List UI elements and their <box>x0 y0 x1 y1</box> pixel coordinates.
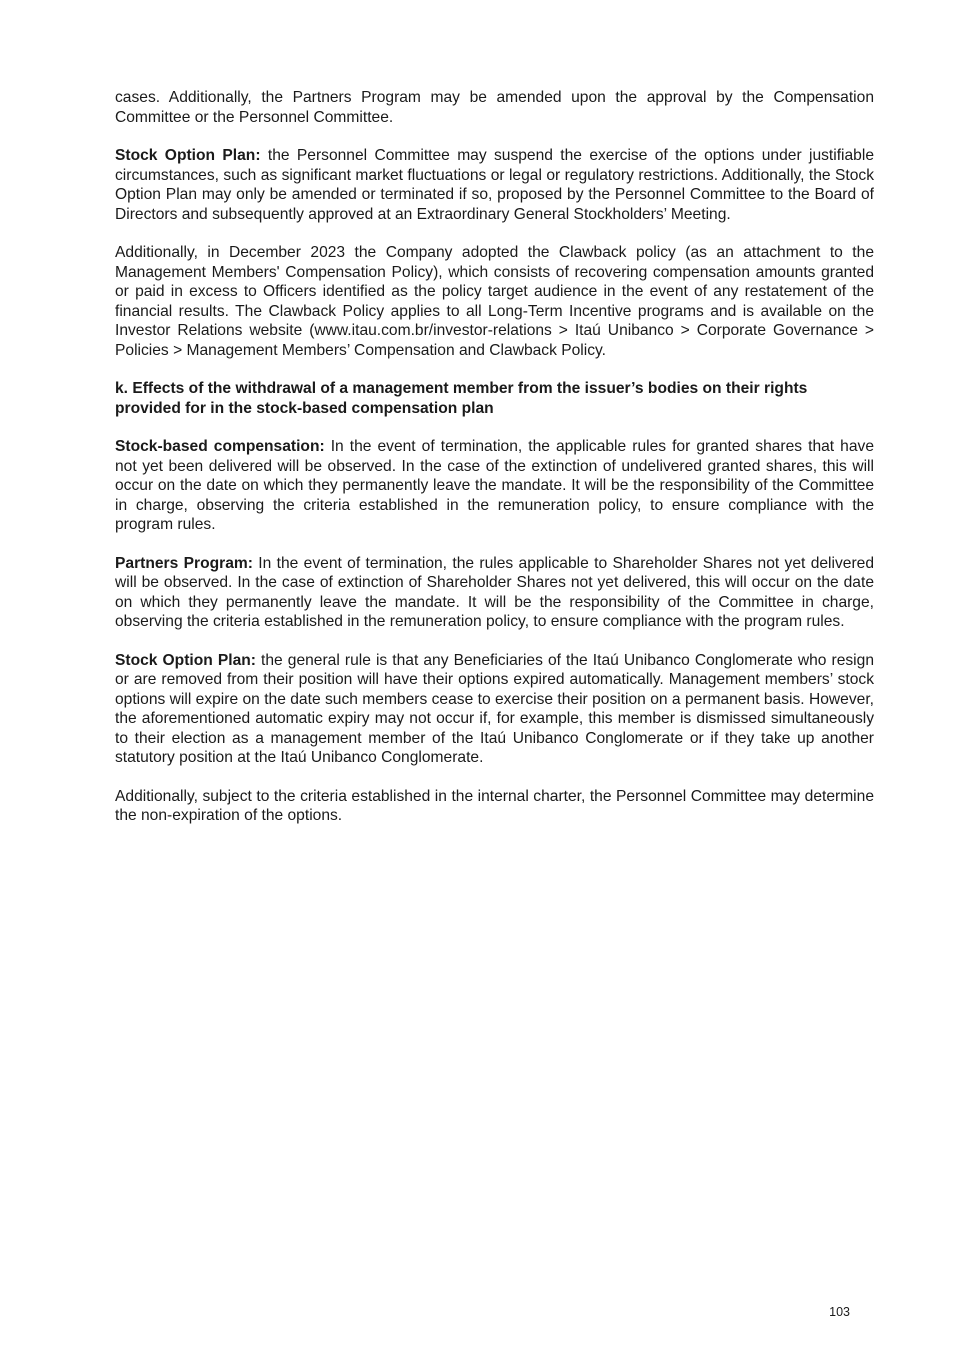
paragraph-text: In the event of termination, the applicable rules for granted shares that have not yet been delivered will be observed. In the case of the extinction of undelivered granted shares, this will occur on the date on which they permanently leave the mandate. It will be the responsibility of the Committee in charge, observing the criteria established in the remuneration policy, to ensure compliance with the program rules. <box>115 438 874 533</box>
paragraph-non-expiration <box>115 787 874 826</box>
paragraph-stock-option-plan-expiry <box>115 651 874 768</box>
page-number: 103 <box>829 1305 850 1319</box>
paragraph-stock-based-compensation <box>115 437 874 535</box>
paragraph-stock-option-plan-suspension <box>115 146 874 224</box>
paragraph-text: Additionally, subject to the criteria established in the internal charter, the Personnel Committee may determine the non-expiration of the options. <box>115 787 874 824</box>
paragraph-clawback-policy <box>115 243 874 360</box>
section-heading-k: k. Effects of the withdrawal of a management member from the issuer’s bodies on their rights provided for in the stock-based compensation plan <box>115 380 808 417</box>
paragraph-lead: Stock Option Plan: <box>115 651 256 669</box>
paragraph-lead: Partners Program: <box>115 554 253 572</box>
paragraph-text: Additionally, in December 2023 the Company adopted the Clawback policy (as an attachment to the Management Members' Compensation Policy), which consists of recovering compensation amounts granted or paid in excess to Officers identified as the policy target audience in the event of any restatement of the financial results. The Clawback Policy applies to all Long-Term Incentive programs and is available on the Investor Relations website (www.itau.com.br/investor-relations > Itaú Unibanco > Corporate Governance > Policies > Management Members’ Compensation and Clawback Policy. <box>115 244 874 359</box>
paragraph-text: the Personnel Committee may suspend the exercise of the options under justifiable circumstances, such as significant market fluctuations or legal or regulatory restrictions. Additionally, the Stock Option Plan may only be amended or terminated if so, proposed by the Personnel Committee to the Board of Directors and subsequently approved at an Extraordinary General Stockholders’ Meeting. <box>115 147 874 223</box>
paragraph-text: the general rule is that any Beneficiaries of the Itaú Unibanco Conglomerate who resign or are removed from their position will have their options expired automatically. Management members’ stock options will expire on the date such members cease to exercise their position on a permanent basis. However, the aforementioned automatic expiry may not occur if, for example, this member is dismissed simultaneously to their election as a management member of the Itaú Unibanco Conglomerate or if they take up another statutory position at the Itaú Unibanco Conglomerate. <box>115 651 874 766</box>
document-body <box>115 88 874 845</box>
paragraph-text: In the event of termination, the rules applicable to Shareholder Shares not yet delivered will be observed. In the case of extinction of Shareholder Shares not yet delivered, this will occur on the date on which they permanently leave the mandate. It will be the responsibility of the Committee in charge, observing the criteria established in the remuneration policy, to ensure compliance with the program rules. <box>115 554 874 630</box>
paragraph-text: cases. Additionally, the Partners Program may be amended upon the approval by the Compensation Committee or the Personnel Committee. <box>115 89 874 126</box>
paragraph-partners-program-amendment <box>115 88 874 127</box>
paragraph-partners-program-termination <box>115 554 874 632</box>
paragraph-lead: Stock Option Plan: <box>115 147 261 164</box>
paragraph-lead: Stock-based compensation: <box>115 438 325 455</box>
